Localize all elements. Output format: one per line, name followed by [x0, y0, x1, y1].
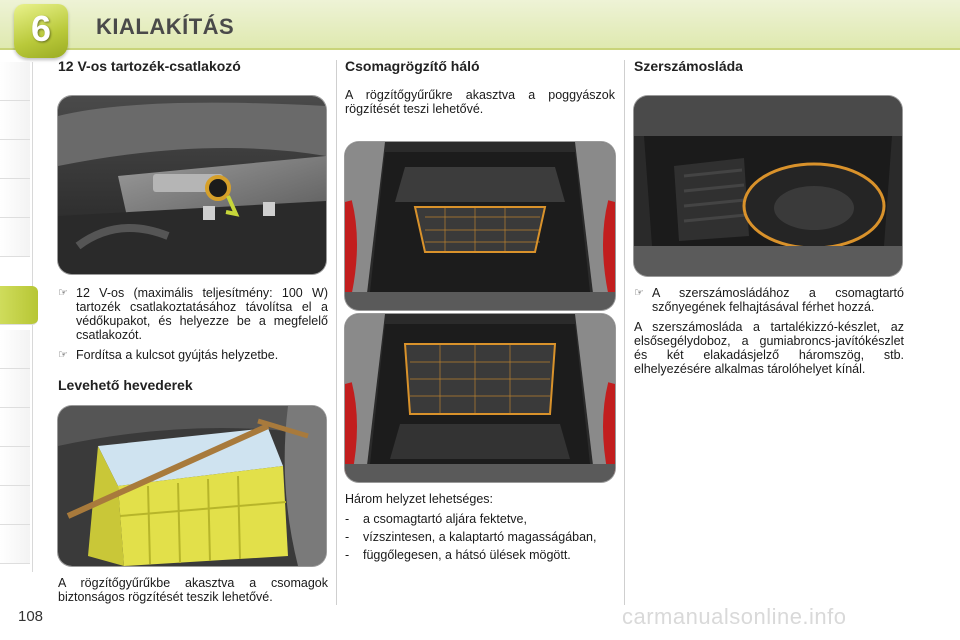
socket-instructions — [58, 286, 328, 368]
page-number: 108 — [18, 608, 44, 625]
net-vertical-illustration — [345, 314, 615, 482]
toolbox-illustration — [634, 96, 902, 276]
list-item — [58, 348, 328, 362]
straps-caption — [58, 576, 328, 604]
pointing-hand-icon: ☞ — [58, 287, 68, 299]
dash-marker: - — [345, 548, 350, 562]
socket-illustration — [58, 96, 326, 274]
chapter-index-tab[interactable] — [0, 62, 30, 101]
section-heading-socket: 12 V-os tartozék-csatlakozó — [58, 58, 241, 74]
photo-net-floor — [345, 142, 615, 310]
chapter-index-tab[interactable] — [0, 330, 30, 369]
chapter-index-tab[interactable] — [0, 179, 30, 218]
list-item-text: függőlegesen, a hátsó ülések mögött. — [363, 548, 571, 562]
net-intro: A rögzítőgyűrűkre akasztva a poggyászok rögzítését teszi lehetővé. — [345, 88, 615, 116]
watermark: carmanualsonline.info — [622, 604, 847, 629]
chapter-title: KIALAKÍTÁS — [96, 14, 235, 39]
chapter-number: 6 — [30, 8, 52, 49]
chapter-index-tab[interactable] — [0, 408, 30, 447]
list-item-text: vízszintesen, a kalaptartó magasságában, — [363, 530, 597, 544]
caption-straps: A rögzítőgyűrűkbe akasztva a csomagok biztonságos rögzítését teszik lehetővé. — [58, 576, 328, 604]
list-item — [58, 286, 328, 342]
list-item — [634, 286, 904, 314]
list-item-text: Fordítsa a kulcsot gyújtás helyzetbe. — [76, 348, 279, 362]
dash-marker: - — [345, 512, 350, 526]
section-heading-net: Csomagrögzítő háló — [345, 58, 480, 74]
list-item-text: a csomagtartó aljára fektetve, — [363, 512, 527, 526]
chapter-index-tab[interactable] — [0, 369, 30, 408]
toolbox-instructions — [634, 286, 904, 376]
toolbox-description: A szerszámosláda a tartalékizzó-készlet, az elsősegélydoboz, a gumiabroncs-javítókészlet és két elakadásjelző háromszög, stb. elhelyezésére alkalmas tárolóhelyet kínál. — [634, 320, 904, 376]
straps-illustration — [58, 406, 326, 566]
section-heading-straps: Levehető hevederek — [58, 377, 193, 393]
chapter-index-tab[interactable] — [0, 218, 30, 257]
chapter-index-strip — [0, 62, 33, 572]
chapter-index-tab[interactable] — [0, 525, 30, 564]
photo-toolbox — [634, 96, 902, 276]
column-toolbox — [634, 58, 904, 74]
column-divider — [624, 60, 625, 605]
pointing-hand-icon: ☞ — [58, 349, 68, 361]
chapter-tab — [14, 4, 68, 58]
chapter-index-tab-active[interactable] — [0, 286, 38, 325]
photo-straps — [58, 406, 326, 566]
column-accessory-socket — [58, 58, 328, 74]
list-item-text: A szerszámosládához a csomagtartó szőnyegének felhajtásával férhet hozzá. — [652, 286, 904, 314]
chapter-index-tab[interactable] — [0, 101, 30, 140]
chapter-index-tab[interactable] — [0, 140, 30, 179]
list-item-text: 12 V-os (maximális teljesítmény: 100 W) tartozék csatlakoztatásához távolítsa el a védőkupakot, és helyezze be a megfelelő csatlakozót. — [76, 286, 328, 342]
dash-marker: - — [345, 530, 350, 544]
list-item — [345, 548, 615, 562]
column-luggage-net — [345, 58, 615, 116]
column-divider — [336, 60, 337, 605]
positions-title: Három helyzet lehetséges: — [345, 492, 493, 506]
net-positions — [345, 492, 615, 566]
column-straps — [58, 377, 328, 393]
section-heading-toolbox: Szerszámosláda — [634, 58, 743, 74]
page-header — [0, 0, 960, 50]
photo-net-vertical — [345, 314, 615, 482]
net-floor-illustration — [345, 142, 615, 310]
chapter-index-tab[interactable] — [0, 486, 30, 525]
chapter-index-tab[interactable] — [0, 447, 30, 486]
pointing-hand-icon: ☞ — [634, 287, 644, 299]
list-item — [345, 530, 615, 544]
photo-12v-socket — [58, 96, 326, 274]
list-item — [345, 512, 615, 526]
